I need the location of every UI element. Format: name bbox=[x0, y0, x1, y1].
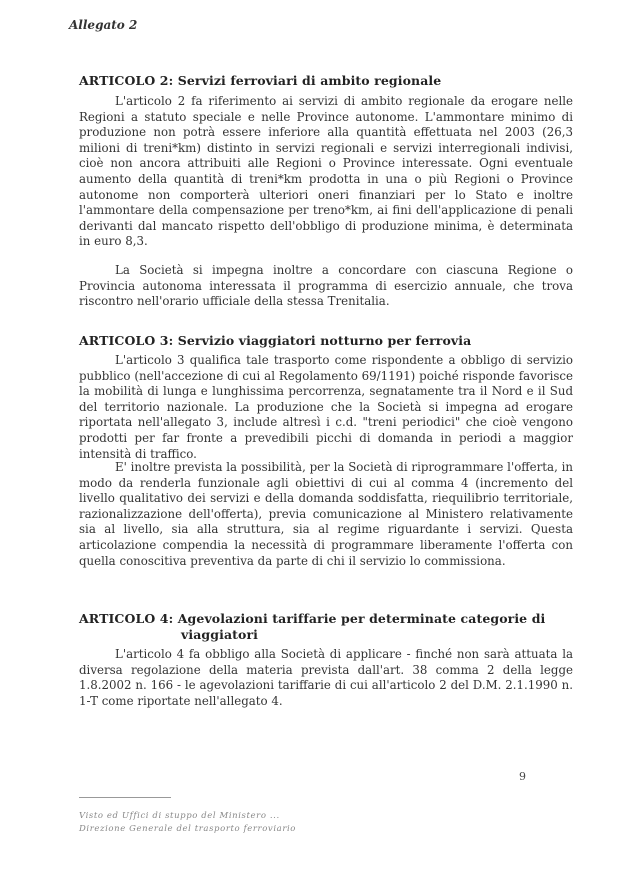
document-header: Allegato 2 bbox=[69, 18, 138, 32]
footer-divider bbox=[79, 797, 171, 798]
article-2-paragraph-1-text: L'articolo 2 fa riferimento ai servizi di ambito regionale da erogare nelle Regioni a statuto speciale e nelle Province autonome. L'ammontare minimo di produzione non potrà essere inferiore alla quantità effettuata nel 2003 (26,3 milioni di treni*km) distinto in servizi regionali e servizi interregionali indivisi, cioè non ancora attribuiti alle Regioni o Province interessate. Ogni eventuale aumento della quantità di treni*km prodotta in una o più Regioni o Province autonome non comporterà ulteriori oneri finanziari per lo Stato e inoltre l'ammontare della compensazione per treno*km, ai fini dell'applicazione di penali derivanti dal mancato rispetto dell'obbligo di produzione minima, è determinata in euro 8,3. bbox=[79, 94, 573, 249]
article-3-title: ARTICOLO 3: Servizio viaggiatori notturno per ferrovia bbox=[79, 333, 472, 348]
page-number: 9 bbox=[519, 770, 526, 783]
article-2-paragraph-1 bbox=[79, 94, 573, 250]
article-4-paragraph-1 bbox=[79, 647, 573, 709]
article-4-title-line-2: viaggiatori bbox=[181, 627, 258, 642]
article-2-paragraph-2 bbox=[79, 263, 573, 310]
article-4-paragraph-1-text: L'articolo 4 fa obbligo alla Società di applicare - finché non sarà attuata la diversa regolazione della materia prevista dall'art. 38 comma 2 della legge 1.8.2002 n. 166 - le agevolazioni tariffarie di cui all'articolo 2 del D.M. 2.1.1990 n. 1-T come riportate nell'allegato 4. bbox=[79, 647, 573, 708]
article-3-paragraph-2 bbox=[79, 460, 573, 569]
article-2-title: ARTICOLO 2: Servizi ferroviari di ambito regionale bbox=[79, 73, 442, 88]
article-3-paragraph-1 bbox=[79, 353, 573, 462]
article-3-paragraph-1-text: L'articolo 3 qualifica tale trasporto come rispondente a obbligo di servizio pubblico (nell'accezione di cui al Regolamento 69/1191) poiché risponde favorisce la mobilità di lunga e lunghissima percorrenza, segnatamente tra il Nord e il Sud del territorio nazionale. La produzione che la Società si impegna ad erogare riportata nell'allegato 3, include altresì i c.d. "treni periodici" che cioè vengono prodotti per far fronte a prevedibili picchi di domanda in periodi a maggior intensità di traffico. bbox=[79, 353, 573, 461]
footer-line-1: Visto ed Uffici di stuppo del Ministero ... bbox=[79, 811, 280, 821]
article-2-paragraph-2-text: La Società si impegna inoltre a concordare con ciascuna Regione o Provincia autonoma interessata il programma di esercizio annuale, che trova riscontro nell'orario ufficiale della stessa Trenitalia. bbox=[79, 263, 573, 309]
footer-line-2: Direzione Generale del trasporto ferroviario bbox=[79, 824, 297, 834]
article-3-paragraph-2-text: E' inoltre prevista la possibilità, per la Società di riprogrammare l'offerta, in modo da renderla funzionale agli obiettivi di cui al comma 4 (incremento del livello qualitativo dei servizi e della domanda soddisfatta, riequilibrio territoriale, razionalizzazione dell'offerta), previa comunicazione al Ministero relativamente sia al livello, sia alla struttura, sia al regime riguardante i servizi. Questa articolazione compendia la necessità di programmare liberamente l'offerta con quella conoscitiva preventiva da parte di chi il servizio lo commissiona. bbox=[79, 460, 573, 568]
article-4-title-line-1: ARTICOLO 4: Agevolazioni tariffarie per determinate categorie di bbox=[79, 611, 546, 626]
